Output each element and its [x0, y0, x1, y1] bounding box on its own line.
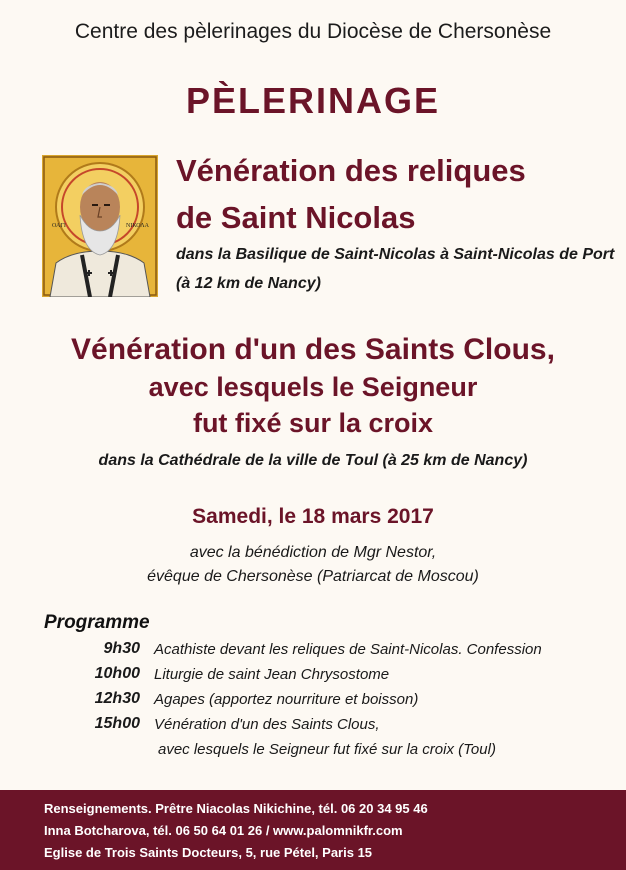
programme-time: 15h00 [94, 715, 140, 732]
programme-time: 10h00 [94, 665, 140, 682]
event1-location-line1: dans la Basilique de Saint-Nicolas à Saint-Nicolas de Port [176, 246, 615, 263]
footer-address: Eglise de Trois Saints Docteurs, 5, rue Pétel, Paris 15 [44, 845, 373, 860]
event2-location: dans la Cathédrale de la ville de Toul (à 25 km de Nancy) [98, 452, 528, 469]
event1-title-line1: Vénération des reliques [176, 153, 526, 188]
icon-inscription-left: ΟΑΓΙ [52, 223, 66, 229]
footer-contact-line2: Inna Botcharova, tél. 06 50 64 01 26 / www.palomnikfr.com [44, 823, 403, 838]
event2-title-line1: Vénération d'un des Saints Clous, [71, 333, 555, 366]
footer-bar [0, 790, 626, 870]
programme-continuation: avec lesquels le Seigneur fut fixé sur la croix (Toul) [158, 741, 496, 758]
programme-text: Agapes (apportez nourriture et boisson) [154, 691, 419, 708]
programme-text: Liturgie de saint Jean Chrysostome [154, 666, 390, 683]
event2-title-line2: avec lesquels le Seigneur [148, 372, 478, 402]
programme-title: Programme [44, 612, 150, 633]
programme-time: 9h30 [103, 640, 140, 657]
saint-nicholas-icon-image [42, 155, 158, 297]
kicker-title: PÈLERINAGE [185, 80, 441, 121]
event2-title-line3: fut fixé sur la croix [192, 408, 434, 438]
programme-text: Vénération d'un des Saints Clous, [154, 716, 380, 733]
footer-contact-line1: Renseignements. Prêtre Niacolas Nikichine, tél. 06 20 34 95 46 [44, 801, 428, 816]
event-date: Samedi, le 18 mars 2017 [192, 505, 434, 528]
blessing-line2: évêque de Chersonèse (Patriarcat de Moscou) [147, 568, 479, 585]
event1-title-line2: de Saint Nicolas [176, 200, 416, 235]
programme-time: 12h30 [94, 690, 140, 707]
header-title: Centre des pèlerinages du Diocèse de Chersonèse [74, 20, 552, 43]
icon-inscription-right: ΝΙΚΟΛΑ [126, 223, 149, 229]
event1-location-line2: (à 12 km de Nancy) [176, 275, 321, 292]
programme-text: Acathiste devant les reliques de Saint-Nicolas. Confession [154, 641, 542, 658]
blessing-line1: avec la bénédiction de Mgr Nestor, [189, 544, 437, 561]
